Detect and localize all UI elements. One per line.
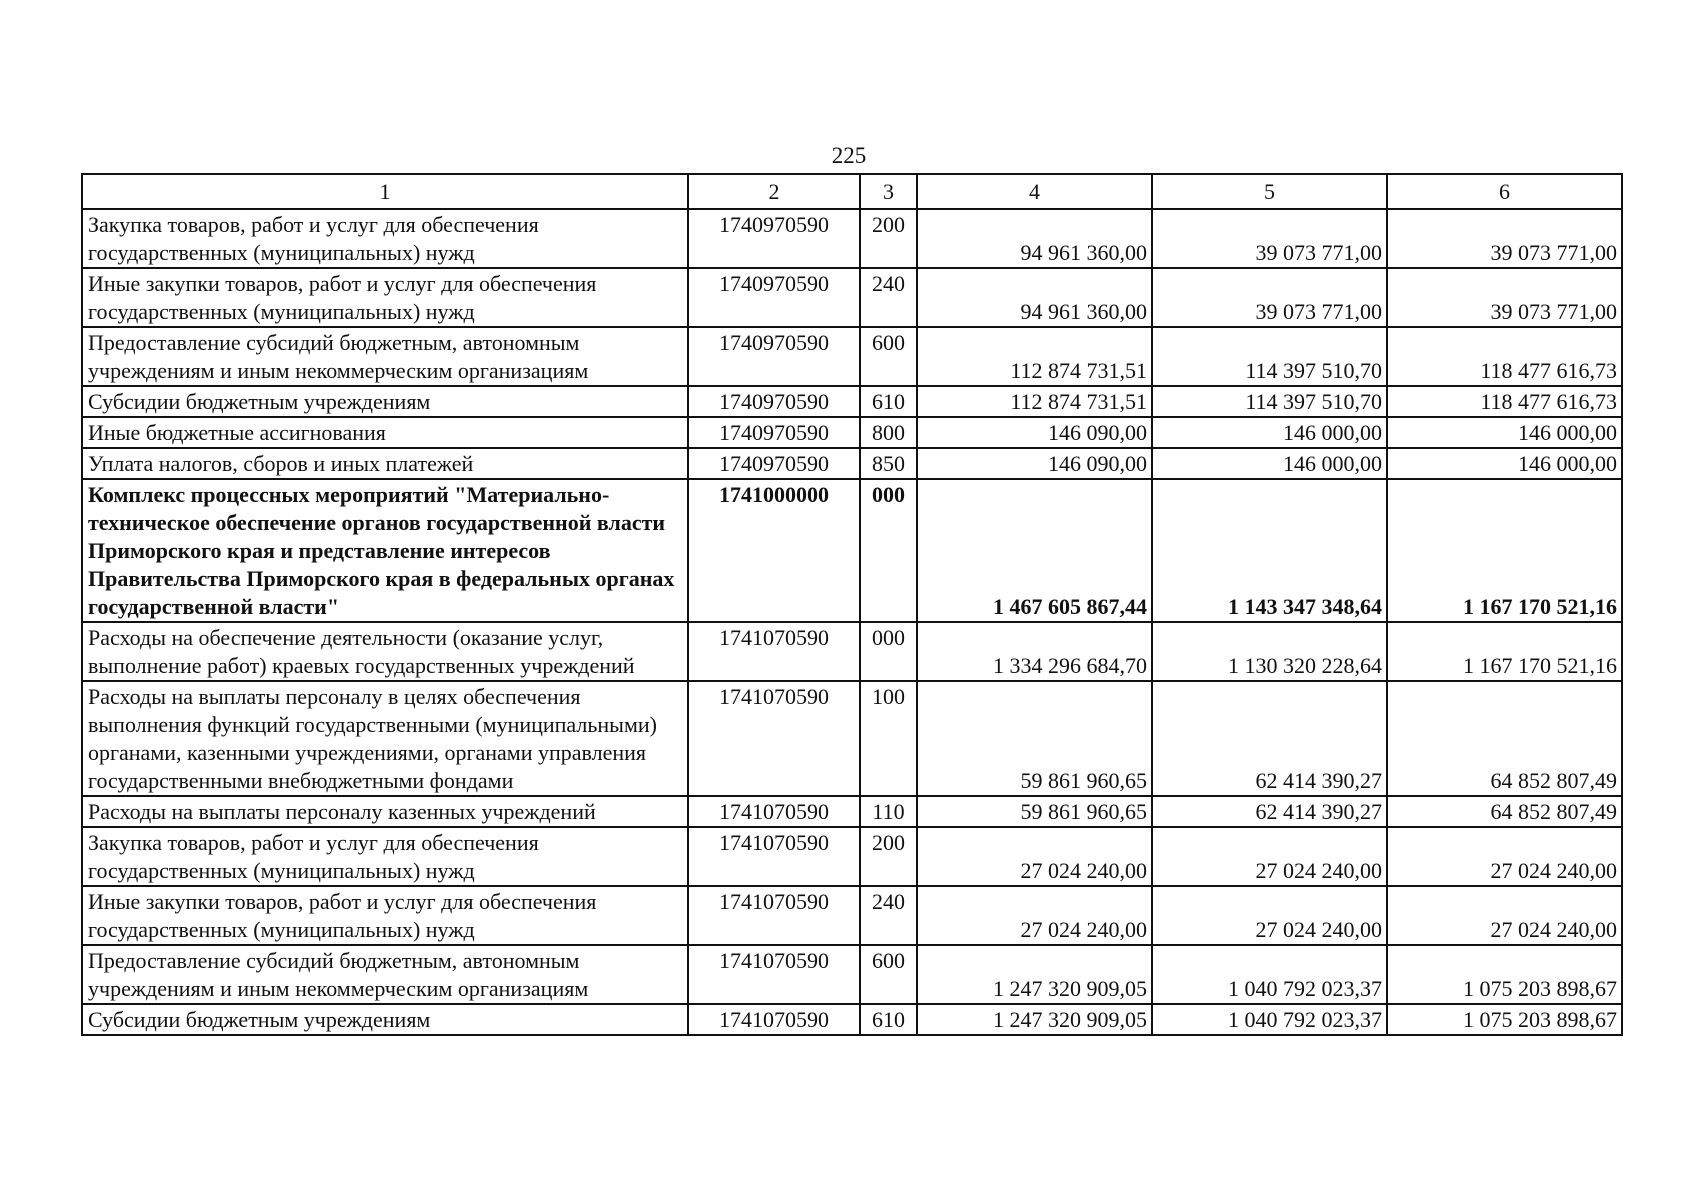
target-code-cell: 1740970590 [688,327,860,386]
amount-col4-cell: 1 247 320 909,05 [917,945,1152,1004]
amount-col4-cell: 94 961 360,00 [917,268,1152,327]
target-code-cell: 1740970590 [688,448,860,479]
table-row [82,886,1622,945]
amount-col4-cell: 1 467 605 867,44 [917,479,1152,622]
amount-col6-cell: 118 477 616,73 [1387,386,1622,417]
amount-col4-cell: 112 874 731,51 [917,386,1152,417]
amount-col4-cell: 1 247 320 909,05 [917,1004,1152,1035]
target-code-cell: 1741070590 [688,886,860,945]
amount-col5-cell: 62 414 390,27 [1152,796,1387,827]
amount-col4-cell: 27 024 240,00 [917,827,1152,886]
amount-col4-cell: 59 861 960,65 [917,796,1152,827]
table-row [82,945,1622,1004]
amount-col4-cell: 112 874 731,51 [917,327,1152,386]
expense-type-cell: 240 [860,886,917,945]
column-header: 3 [860,174,917,209]
table-row [82,386,1622,417]
amount-col6-cell: 146 000,00 [1387,417,1622,448]
amount-col5-cell: 27 024 240,00 [1152,886,1387,945]
name-cell: Расходы на выплаты персоналу в целях обеспечения выполнения функций государственными (муниципальными) органами, казенными учреждениями, органами управления государственными внебюджетными фондами [82,681,688,796]
amount-col4-cell: 146 090,00 [917,448,1152,479]
amount-col5-cell: 114 397 510,70 [1152,386,1387,417]
table-row [82,1004,1622,1035]
expense-type-cell: 600 [860,327,917,386]
amount-col5-cell: 39 073 771,00 [1152,268,1387,327]
table-row [82,209,1622,268]
expense-type-cell: 000 [860,479,917,622]
name-cell: Иные бюджетные ассигнования [82,417,688,448]
expense-type-cell: 200 [860,209,917,268]
amount-col6-cell: 146 000,00 [1387,448,1622,479]
amount-col5-cell: 146 000,00 [1152,417,1387,448]
table-row [82,479,1622,622]
target-code-cell: 1741070590 [688,827,860,886]
expense-type-cell: 610 [860,1004,917,1035]
amount-col6-cell: 1 167 170 521,16 [1387,479,1622,622]
target-code-cell: 1741070590 [688,945,860,1004]
target-code-cell: 1740970590 [688,268,860,327]
name-cell: Расходы на выплаты персоналу казенных учреждений [82,796,688,827]
name-cell: Закупка товаров, работ и услуг для обеспечения государственных (муниципальных) нужд [82,209,688,268]
table-row [82,327,1622,386]
amount-col6-cell: 1 075 203 898,67 [1387,945,1622,1004]
amount-col4-cell: 59 861 960,65 [917,681,1152,796]
amount-col6-cell: 1 075 203 898,67 [1387,1004,1622,1035]
table-row [82,417,1622,448]
amount-col6-cell: 27 024 240,00 [1387,827,1622,886]
amount-col5-cell: 1 130 320 228,64 [1152,622,1387,681]
amount-col6-cell: 118 477 616,73 [1387,327,1622,386]
expense-type-cell: 110 [860,796,917,827]
amount-col4-cell: 27 024 240,00 [917,886,1152,945]
column-header: 6 [1387,174,1622,209]
amount-col6-cell: 64 852 807,49 [1387,681,1622,796]
target-code-cell: 1741070590 [688,622,860,681]
expense-type-cell: 200 [860,827,917,886]
name-cell: Комплекс процессных мероприятий "Материально-техническое обеспечение органов государственной власти Приморского края и представление интересов Правительства Приморского края в федеральных органах государственной власти" [82,479,688,622]
target-code-cell: 1740970590 [688,386,860,417]
amount-col5-cell: 1 143 347 348,64 [1152,479,1387,622]
amount-col6-cell: 64 852 807,49 [1387,796,1622,827]
target-code-cell: 1741070590 [688,1004,860,1035]
column-header: 1 [82,174,688,209]
table-row [82,268,1622,327]
table-header-row [82,174,1622,209]
expense-type-cell: 800 [860,417,917,448]
column-header: 2 [688,174,860,209]
target-code-cell: 1740970590 [688,417,860,448]
amount-col6-cell: 1 167 170 521,16 [1387,622,1622,681]
target-code-cell: 1741000000 [688,479,860,622]
amount-col6-cell: 27 024 240,00 [1387,886,1622,945]
budget-table [81,173,1623,1036]
table-row [82,448,1622,479]
expense-type-cell: 610 [860,386,917,417]
target-code-cell: 1740970590 [688,209,860,268]
amount-col4-cell: 146 090,00 [917,417,1152,448]
name-cell: Субсидии бюджетным учреждениям [82,386,688,417]
expense-type-cell: 100 [860,681,917,796]
amount-col5-cell: 1 040 792 023,37 [1152,1004,1387,1035]
expense-type-cell: 240 [860,268,917,327]
expense-type-cell: 600 [860,945,917,1004]
name-cell: Иные закупки товаров, работ и услуг для обеспечения государственных (муниципальных) нужд [82,886,688,945]
amount-col5-cell: 114 397 510,70 [1152,327,1387,386]
page-number: 225 [831,143,867,168]
amount-col4-cell: 94 961 360,00 [917,209,1152,268]
column-header: 4 [917,174,1152,209]
name-cell: Иные закупки товаров, работ и услуг для обеспечения государственных (муниципальных) нужд [82,268,688,327]
table-row [82,681,1622,796]
amount-col6-cell: 39 073 771,00 [1387,209,1622,268]
amount-col5-cell: 62 414 390,27 [1152,681,1387,796]
name-cell: Уплата налогов, сборов и иных платежей [82,448,688,479]
name-cell: Расходы на обеспечение деятельности (оказание услуг, выполнение работ) краевых государственных учреждений [82,622,688,681]
amount-col5-cell: 1 040 792 023,37 [1152,945,1387,1004]
amount-col4-cell: 1 334 296 684,70 [917,622,1152,681]
name-cell: Закупка товаров, работ и услуг для обеспечения государственных (муниципальных) нужд [82,827,688,886]
target-code-cell: 1741070590 [688,796,860,827]
amount-col5-cell: 146 000,00 [1152,448,1387,479]
name-cell: Субсидии бюджетным учреждениям [82,1004,688,1035]
amount-col5-cell: 39 073 771,00 [1152,209,1387,268]
name-cell: Предоставление субсидий бюджетным, автономным учреждениям и иным некоммерческим организациям [82,327,688,386]
expense-type-cell: 000 [860,622,917,681]
amount-col6-cell: 39 073 771,00 [1387,268,1622,327]
table-row [82,827,1622,886]
table-row [82,622,1622,681]
name-cell: Предоставление субсидий бюджетным, автономным учреждениям и иным некоммерческим организациям [82,945,688,1004]
expense-type-cell: 850 [860,448,917,479]
target-code-cell: 1741070590 [688,681,860,796]
column-header: 5 [1152,174,1387,209]
amount-col5-cell: 27 024 240,00 [1152,827,1387,886]
table-row [82,796,1622,827]
